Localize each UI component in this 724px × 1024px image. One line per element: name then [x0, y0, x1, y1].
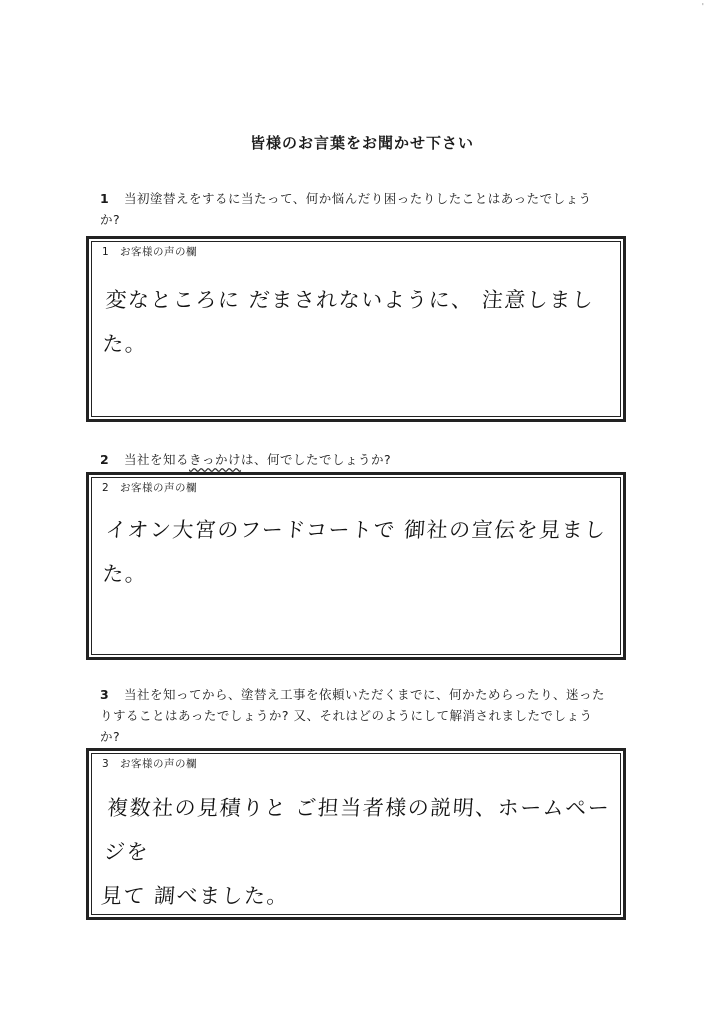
box-number: 2: [102, 482, 110, 494]
handwritten-answer-3-line2: 見て 調べました。: [100, 884, 290, 908]
page-title: 皆様のお言葉をお聞かせ下さい: [249, 134, 474, 152]
question-number: 2: [100, 452, 110, 467]
question-text-before: 当社を知る: [124, 452, 190, 467]
question-2: [100, 449, 620, 470]
corner-mark: ': [701, 2, 704, 11]
box-label-text: お客様の声の欄: [120, 482, 197, 494]
box-number: 3: [102, 758, 110, 770]
question-text-line2: りすることはあったでしょうか? 又、それはどのようにして解消されましたでしょう: [100, 708, 593, 723]
handwritten-answer-2: イオン大宮のフードコートで 御社の宣伝を見ました。: [101, 518, 608, 586]
question-text-line1: 当初塗替えをするに当たって、何か悩んだり困ったりしたことはあったでしょう: [124, 191, 592, 206]
answer-box-2: [86, 472, 626, 660]
box-label: [102, 244, 197, 259]
box-label: [102, 480, 197, 495]
box-label-text: お客様の声の欄: [120, 758, 197, 770]
question-number: 3: [100, 687, 110, 702]
box-label-text: お客様の声の欄: [120, 246, 197, 258]
answer-box-1: [86, 236, 626, 422]
question-text-line2: か?: [100, 212, 121, 227]
handwritten-answer-1: 変なところに だまされないように、 注意しました。: [101, 288, 596, 356]
question-number: 1: [100, 191, 110, 206]
answer-box-3: [86, 748, 626, 920]
question-text-emphasis: きっかけ: [189, 452, 242, 467]
handwritten-answer-3: [99, 786, 612, 918]
question-text-after: は、何でしたでしょうか?: [241, 452, 392, 467]
question-text-line3: か?: [100, 729, 121, 744]
question-3: [100, 684, 620, 747]
question-text-line1: 当社を知ってから、塗替え工事を依頼いただくまでに、何かためらったり、迷った: [124, 687, 606, 702]
box-number: 1: [102, 246, 110, 258]
box-label: [102, 756, 197, 771]
question-1: [100, 188, 620, 230]
handwritten-answer-3-line1: 複数社の見積りと ご担当者様の説明、ホームページを: [103, 796, 612, 864]
